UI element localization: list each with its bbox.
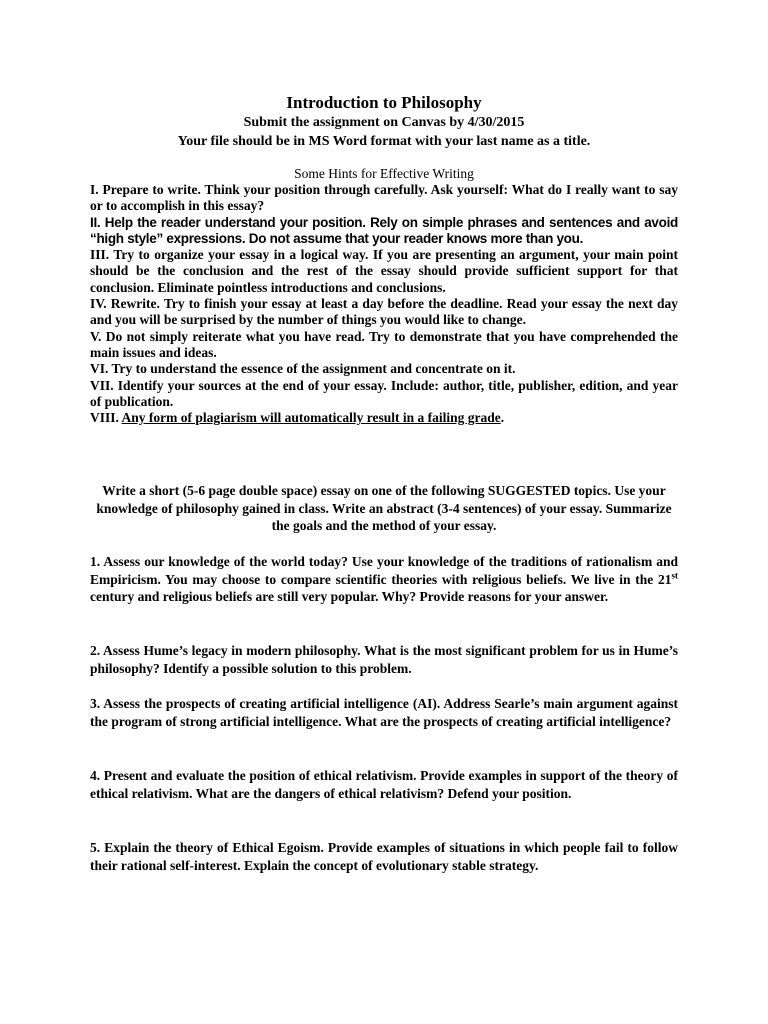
hint-item: VII. Identify your sources at the end of your essay. Include: author, title, publisher, edition, and year of publication. (90, 377, 678, 409)
plagiarism-warning: Any form of plagiarism will automatically result in a failing grade (121, 410, 501, 426)
topic-1 (90, 553, 678, 606)
hint-item: VI. Try to understand the essence of the assignment and concentrate on it. (90, 361, 516, 377)
topic-5: 5. Explain the theory of Ethical Egoism. Provide examples of situations in which people fail to follow their rational self-interest. Explain the concept of evolutionary stable strategy. (90, 840, 678, 873)
topic-3: 3. Assess the prospects of creating artificial intelligence (AI). Address Searle’s main argument against the program of strong artificial intelligence. What are the prospects of creating artificial intelligence? (90, 696, 678, 729)
hint-item: III. Try to organize your essay in a logical way. If you are presenting an argument, your main point should be the conclusion and the rest of the essay should provide sufficient support for that conclusion. Eliminate pointless introductions and conclusions. (90, 247, 678, 295)
ordinal-suffix: st (671, 570, 678, 581)
format-instruction: Your file should be in MS Word format with your last name as a title. (177, 134, 591, 149)
hint-item: I. Prepare to write. Think your position through carefully. Ask yourself: What do I really want to say or to accomplish in this essay? (90, 182, 678, 214)
hint-item: II. Help the reader understand your position. Rely on simple phrases and sentences and avoid “high style” expressions. Do not assume that your reader knows more than you. (90, 214, 678, 246)
topic-2: 2. Assess Hume’s legacy in modern philosophy. What is the most significant problem for us in Hume’s philosophy? Identify a possible solution to this problem. (90, 643, 678, 676)
hint-item-suffix: . (500, 410, 505, 426)
document-title: Introduction to Philosophy (286, 93, 482, 112)
submit-instruction: Submit the assignment on Canvas by 4/30/2015 (243, 115, 525, 130)
assignment-intro (90, 482, 678, 535)
assignment-intro-text: Write a short (5-6 page double space) essay on one of the following SUGGESTED topics. Use your knowledge of philosophy gained in class. Write an abstract (3-4 sentences) of your essay. Summarize the goals and the method of your essay. (96, 483, 672, 533)
hint-item-prefix: VIII. (90, 410, 122, 426)
hint-item: IV. Rewrite. Try to finish your essay at least a day before the deadline. Read your essay the next day and you will be surprised by the number of things you would like to change. (90, 296, 678, 328)
hint-item-plagiarism (90, 410, 678, 426)
hint-item: V. Do not simply reiterate what you have read. Try to demonstrate that you have comprehended the main issues and ideas. (90, 328, 678, 360)
hints-heading: Some Hints for Effective Writing (294, 166, 474, 181)
topic-1-text-b: century and religious beliefs are still very popular. Why? Provide reasons for your answer. (90, 589, 609, 605)
hints-list (90, 182, 678, 426)
topic-4: 4. Present and evaluate the position of ethical relativism. Provide examples in support of the theory of ethical relativism. What are the dangers of ethical relativism? Defend your position. (90, 768, 678, 801)
topic-1-text-a: 1. Assess our knowledge of the world today? Use your knowledge of the traditions of rationalism and Empiricism. You may choose to compare scientific theories with religious beliefs. We live in the 21 (90, 554, 678, 587)
